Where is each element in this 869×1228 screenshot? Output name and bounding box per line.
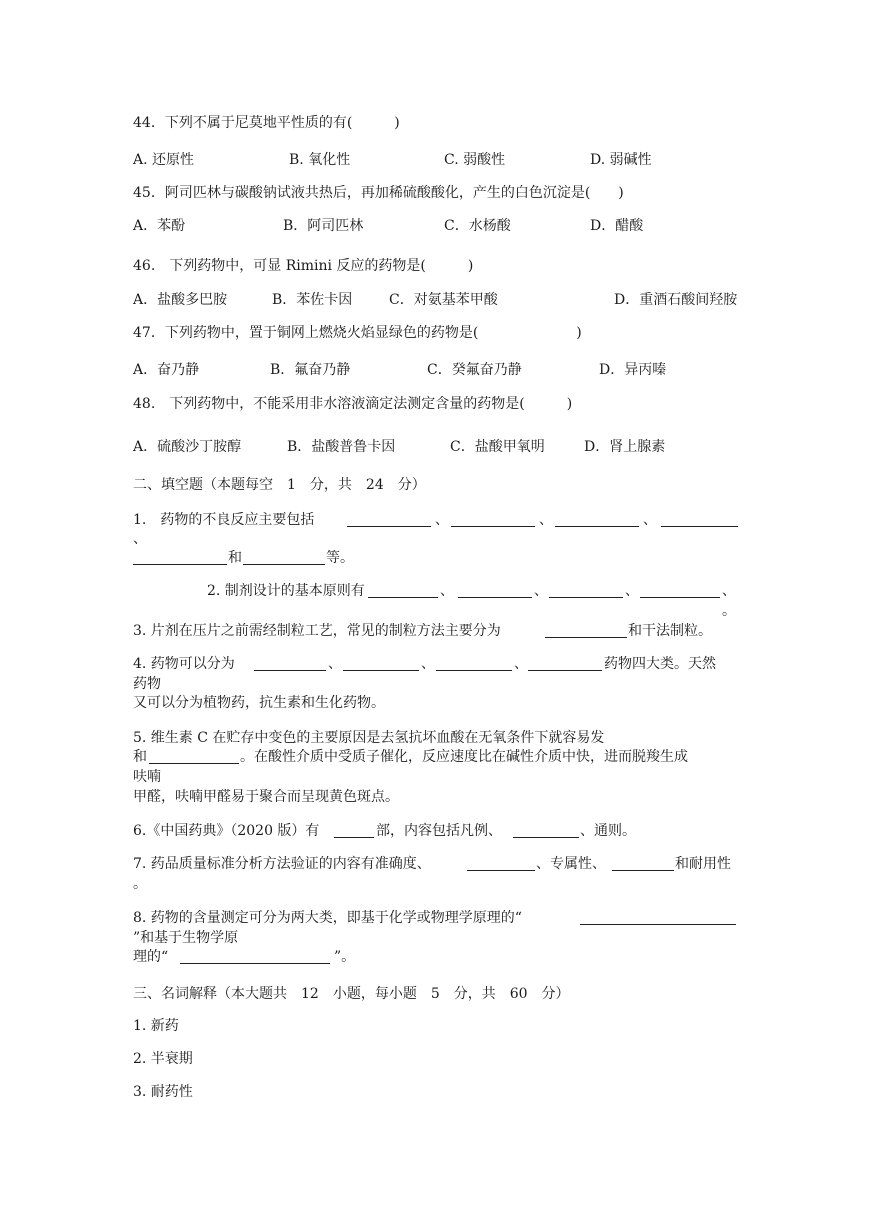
fill-6-blank-1[interactable] xyxy=(334,837,374,838)
fill-3-blank-1[interactable] xyxy=(545,637,627,638)
fill-2-sep-4: 、 xyxy=(722,583,736,599)
fill-4-line-2: 药物 xyxy=(133,676,161,692)
fill-7-mid: 、专属性、 xyxy=(536,856,606,872)
fill-4-tail: 药物四大类。天然 xyxy=(604,656,716,672)
fill-6-blank-2[interactable] xyxy=(513,837,579,838)
fill-8-line-2: ”和基于生物学原 xyxy=(133,930,239,946)
fill-5-and: 和 xyxy=(133,749,147,765)
question-44-stem: 44．下列不属于尼莫地平性质的有( ) xyxy=(133,115,400,131)
fill-2-sep-3: 、 xyxy=(625,583,639,599)
question-47-stem: 47．下列药物中，置于铜网上燃烧火焰显绿色的药物是( ) xyxy=(133,325,582,341)
fill-1-blank-6[interactable] xyxy=(243,564,325,565)
fill-6-text: 6.《中国药典》（2020 版）有 xyxy=(133,823,320,839)
fill-4-sep-2: 、 xyxy=(421,656,435,672)
fill-2-end: 。 xyxy=(722,603,736,619)
fill-4-line-3: 又可以分为植物药，抗生素和生化药物。 xyxy=(133,695,385,711)
fill-4-blank-2[interactable] xyxy=(343,670,419,671)
fill-1-text: 1. 药物的不良反应主要包括 xyxy=(133,512,315,528)
term-2: 2. 半衰期 xyxy=(133,1051,193,1067)
fill-1-tail: 等。 xyxy=(326,550,354,566)
fill-7-blank-2[interactable] xyxy=(612,870,674,871)
fill-2-blank-3[interactable] xyxy=(549,597,623,598)
q45-option-c: C．水杨酸 xyxy=(444,218,511,234)
q45-option-d: D．醋酸 xyxy=(590,218,644,234)
fill-8-line-3b: ”。 xyxy=(334,949,356,965)
q44-option-a: A. 还原性 xyxy=(133,152,195,168)
fill-7-blank-1[interactable] xyxy=(467,870,535,871)
fill-8-blank-1[interactable] xyxy=(580,924,736,925)
fill-2-text: 2. 制剂设计的基本原则有 xyxy=(207,583,365,599)
q46-option-b: B．苯佐卡因 xyxy=(272,292,353,308)
q47-option-d: D．异丙嗪 xyxy=(599,362,667,378)
q47-option-a: A．奋乃静 xyxy=(133,362,200,378)
fill-2-sep-1: 、 xyxy=(440,583,454,599)
question-48-stem: 48. 下列药物中，不能采用非水溶液滴定法测定含量的药物是( ) xyxy=(133,396,573,412)
q48-option-c: C．盐酸甲氧明 xyxy=(450,439,545,455)
q46-option-a: A．盐酸多巴胺 xyxy=(133,292,228,308)
q44-option-c: C. 弱酸性 xyxy=(444,152,506,168)
q46-option-d: D．重酒石酸间羟胺 xyxy=(614,292,738,308)
fill-2-sep-2: 、 xyxy=(534,583,548,599)
fill-2-blank-4[interactable] xyxy=(640,597,720,598)
fill-1-blank-2[interactable] xyxy=(451,526,535,527)
fill-8-text: 8. 药物的含量测定可分为两大类，即基于化学或物理学原理的“ xyxy=(133,910,522,926)
term-1: 1. 新药 xyxy=(133,1018,179,1034)
section-3-title: 三、名词解释（本大题共 12 小题，每小题 5 分，共 60 分） xyxy=(133,986,570,1002)
fill-7-text: 7. 药品质量标准分析方法验证的内容有准确度、 xyxy=(133,856,431,872)
fill-5-line-4: 甲醛，呋喃甲醛易于聚合而呈现黄色斑点。 xyxy=(133,789,399,805)
fill-1-blank-3[interactable] xyxy=(555,526,639,527)
q46-option-c: C．对氨基苯甲酸 xyxy=(389,292,498,308)
q48-option-d: D．肾上腺素 xyxy=(584,439,666,455)
fill-5-text: 5. 维生素 C 在贮存中变色的主要原因是去氢抗坏血酸在无氧条件下就容易发 xyxy=(133,730,605,746)
fill-1-sep-4: 、 xyxy=(133,531,147,547)
fill-7-line-2: 。 xyxy=(133,876,147,892)
fill-8-blank-2[interactable] xyxy=(180,963,330,964)
question-46-stem: 46. 下列药物中，可显 Rimini 反应的药物是( ) xyxy=(133,258,474,274)
question-45-stem: 45．阿司匹林与碳酸钠试液共热后，再加稀硫酸酸化，产生的白色沉淀是( ) xyxy=(133,185,624,201)
fill-8-line-3a: 理的“ xyxy=(133,949,169,965)
term-3: 3. 耐药性 xyxy=(133,1084,193,1100)
fill-1-sep-1: 、 xyxy=(435,512,449,528)
fill-4-text: 4. 药物可以分为 xyxy=(133,656,235,672)
fill-2-blank-2[interactable] xyxy=(458,597,532,598)
fill-3-tail: 和干法制粒。 xyxy=(628,623,712,639)
fill-1-blank-5[interactable] xyxy=(133,564,227,565)
fill-1-sep-2: 、 xyxy=(539,512,553,528)
fill-6-tail: 、通则。 xyxy=(580,823,636,839)
fill-4-sep-3: 、 xyxy=(514,656,528,672)
q47-option-b: B．氟奋乃静 xyxy=(270,362,351,378)
fill-4-blank-4[interactable] xyxy=(528,670,602,671)
fill-4-sep-1: 、 xyxy=(328,656,342,672)
fill-2-blank-1[interactable] xyxy=(368,597,438,598)
fill-1-blank-1[interactable] xyxy=(347,526,431,527)
q48-option-b: B．盐酸普鲁卡因 xyxy=(287,439,396,455)
q45-option-a: A．苯酚 xyxy=(133,218,186,234)
fill-4-blank-3[interactable] xyxy=(436,670,512,671)
q44-option-d: D. 弱碱性 xyxy=(590,152,652,168)
fill-4-blank-1[interactable] xyxy=(254,670,326,671)
fill-1-sep-3: 、 xyxy=(643,512,657,528)
fill-3-text: 3. 片剂在压片之前需经制粒工艺，常见的制粒方法主要分为 xyxy=(133,623,501,639)
section-2-title: 二、填空题（本题每空 1 分，共 24 分） xyxy=(133,477,426,493)
fill-5-line-2: 。在酸性介质中受质子催化，反应速度比在碱性介质中快，进而脱羧生成 xyxy=(240,749,688,765)
fill-1-blank-4[interactable] xyxy=(661,526,738,527)
fill-7-tail: 和耐用性 xyxy=(675,856,731,872)
fill-5-blank-1[interactable] xyxy=(149,763,239,764)
fill-1-and: 和 xyxy=(228,550,242,566)
q48-option-a: A．硫酸沙丁胺醇 xyxy=(133,439,242,455)
fill-6-mid: 部，内容包括凡例、 xyxy=(376,823,502,839)
fill-5-line-3: 呋喃 xyxy=(133,769,161,785)
q47-option-c: C．癸氟奋乃静 xyxy=(427,362,522,378)
q45-option-b: B．阿司匹林 xyxy=(283,218,364,234)
q44-option-b: B. 氧化性 xyxy=(289,152,351,168)
